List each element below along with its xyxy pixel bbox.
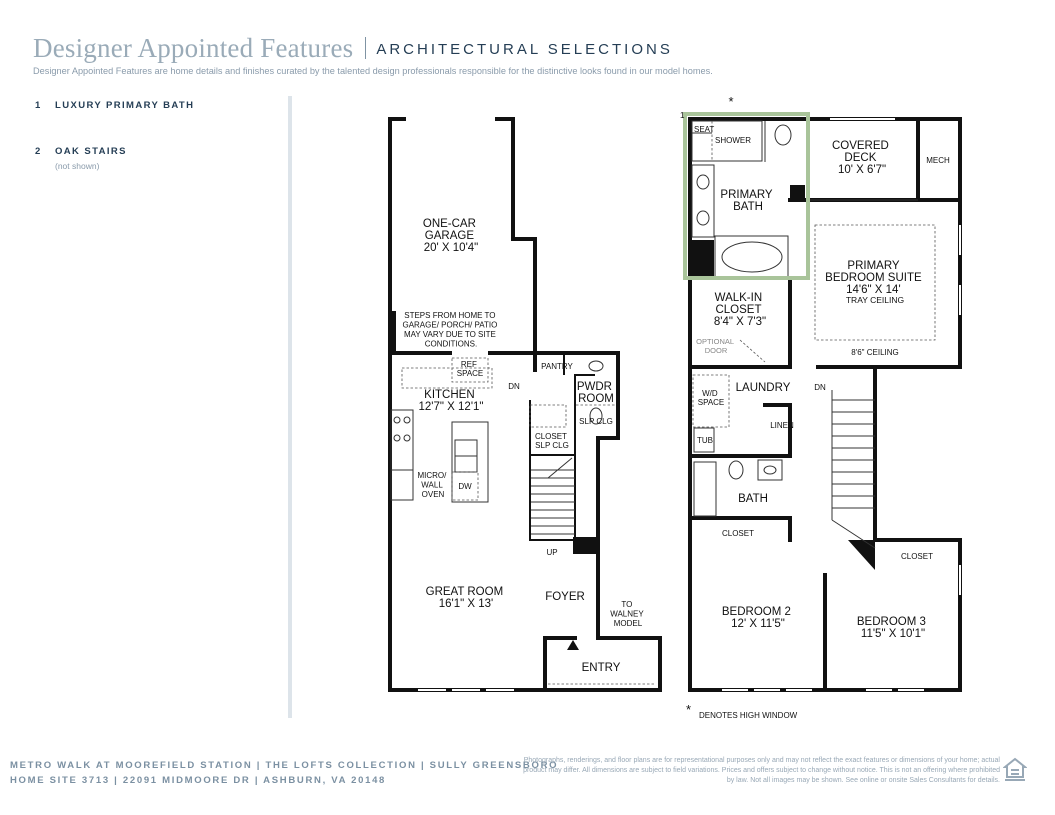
primary-suite-label: PRIMARY BEDROOM SUITE 14'6" X 14' TRAY CEILING (825, 260, 922, 305)
great-room-label: GREAT ROOM 16'1" X 13' (425, 586, 504, 610)
upper-dn-label: DN (814, 383, 826, 392)
footer-disclaimer: Photographs, renderings, and floor plans are for representational purposes only and may not reflect the exact features or dimensions of your home; actual product may differ. All dimensions are subject to field variations. Prices and offers subject to change without notice. This is not an offering where prohibited by law. Not all images may be shown. See online or onsite Sales Consultants for details. (523, 757, 1000, 784)
footer-community: METRO WALK AT MOOREFIELD STATION | THE LOFTS COLLECTION | SULLY GREENSBORO (10, 760, 559, 771)
dw-label: DW (458, 482, 472, 491)
tub-label: TUB (697, 436, 713, 445)
powder-slp-clg: SLP CLG (579, 417, 613, 426)
covered-deck-label: COVERED DECK 10' X 6'7" (831, 140, 889, 176)
section-title: ARCHITECTURAL SELECTIONS (376, 41, 673, 58)
ceiling-height-label: 8'6" CEILING (851, 348, 899, 357)
feature-note: (not shown) (55, 161, 100, 171)
entry-label: ENTRY (581, 662, 621, 674)
high-window-star: * (728, 94, 734, 109)
footer-homesite: HOME SITE 3713 | 22091 MIDMOORE DR | ASHBURN, VA 20148 (10, 775, 387, 786)
kitchen-label: KITCHEN 12'7" X 12'1" (418, 389, 484, 413)
feature-number: 1 (35, 100, 42, 111)
seat-label: SEAT (694, 125, 715, 134)
powder-room-label: PWDR ROOM (576, 381, 614, 405)
optional-door-label: OPTIONAL DOOR (696, 337, 734, 355)
callout-number: 1 (680, 111, 685, 120)
foyer-label: FOYER (545, 591, 585, 603)
equal-housing-icon (1003, 757, 1027, 783)
bath-label: BATH (738, 493, 768, 505)
legend-star: * (686, 702, 692, 717)
stairs (531, 458, 575, 534)
walk-in-closet-label: WALK-IN CLOSET 8'4" X 7'3" (713, 292, 767, 328)
shower-label: SHOWER (715, 136, 751, 145)
steps-note: STEPS FROM HOME TO GARAGE/ PORCH/ PATIO MAY VARY DUE TO SITE CONDITIONS. (402, 311, 498, 349)
linen-label: LINEN (770, 421, 794, 430)
laundry-label: LAUNDRY (735, 382, 791, 394)
closet-slp-label: CLOSET SLP CLG (534, 432, 569, 450)
high-window-legend: DENOTES HIGH WINDOW (699, 711, 798, 720)
bedroom2-label: BEDROOM 2 12' X 11'5" (721, 606, 791, 630)
primary-bath-label: PRIMARY BATH (720, 189, 773, 213)
micro-wall-oven-label: MICRO/ WALL OVEN (417, 471, 447, 499)
page-subtitle: Designer Appointed Features are home details and finishes curated by the talented design professionals responsible for the distinctive looks found in our model homes. (33, 66, 713, 76)
garage-label: ONE-CAR GARAGE 20' X 10'4" (422, 218, 479, 254)
upper-stairs (832, 390, 875, 548)
feature-label: LUXURY PRIMARY BATH (55, 100, 195, 111)
up-label: UP (546, 548, 558, 557)
page-title: Designer Appointed Features (33, 33, 354, 63)
wd-space-label: W/D SPACE (697, 389, 725, 407)
lower-dn-label: DN (508, 382, 520, 391)
mech-label: MECH (926, 156, 950, 165)
feature-number: 2 (35, 146, 42, 157)
pantry-label: PANTRY (541, 362, 573, 371)
ref-space-label: REF SPACE (456, 360, 484, 378)
bedroom2-closet-label: CLOSET (721, 529, 755, 538)
bedroom3-label: BEDROOM 3 11'5" X 10'1" (856, 616, 926, 640)
to-walney-label: TO WALNEY MODEL (610, 600, 644, 628)
footer-address (10, 758, 558, 788)
feature-label: OAK STAIRS (55, 146, 127, 157)
bedroom3-closet-label: CLOSET (900, 552, 934, 561)
